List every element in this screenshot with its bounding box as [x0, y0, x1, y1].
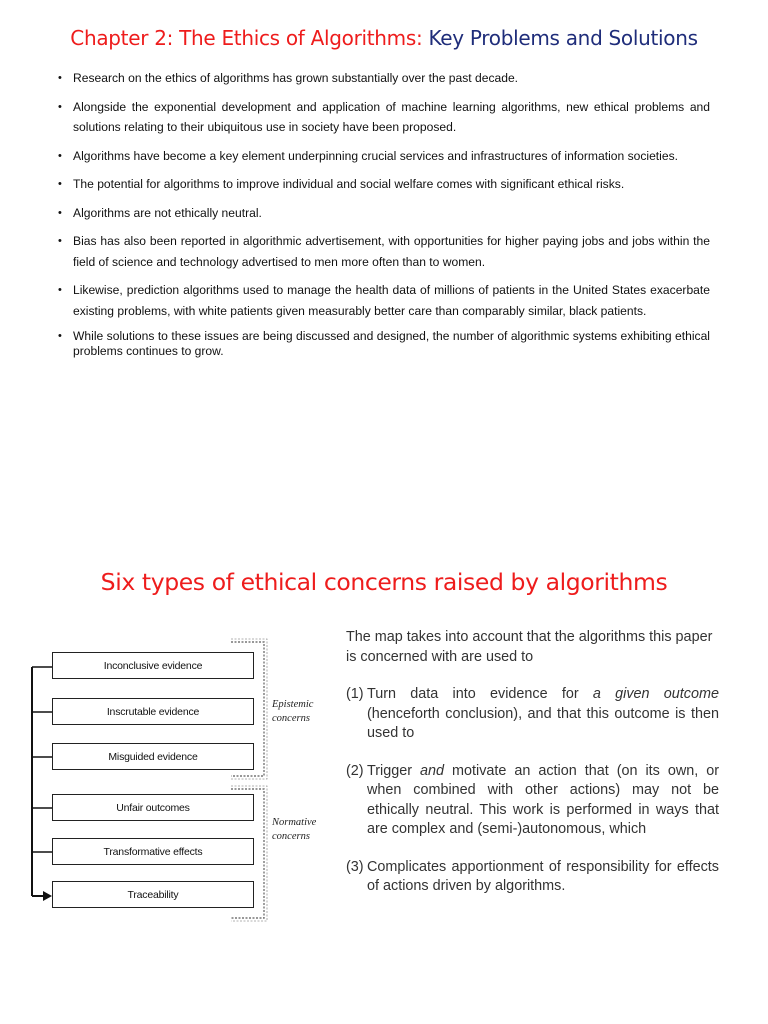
bullet-item: • Alongside the exponential development and application of machine learning algorithms, new ethical problems and solutions relating to their ubiquitous use in society have been proposed. — [58, 97, 710, 138]
numbered-item-2 — [346, 762, 719, 840]
item-text — [367, 685, 719, 744]
chapter-title — [0, 26, 768, 50]
epistemic-label-line1: Epistemic — [272, 699, 314, 710]
normative-label-line1: Normative — [272, 817, 317, 828]
numbered-item-1 — [346, 685, 719, 744]
item-text-post: motivate an action that (on its own, or when combined with other actions) may not be ethically neutral. This work is performed in ways that are complex and (semi-)autonomous, which — [367, 762, 720, 837]
bullet-list — [58, 68, 710, 367]
box-transformative-effects: Transformative effects — [52, 838, 254, 865]
box-unfair-outcomes: Unfair outcomes — [52, 794, 254, 821]
bullet-item: • The potential for algorithms to improve individual and social welfare comes with significant ethical risks. — [58, 174, 710, 195]
item-text-pre: Turn data into evidence for — [367, 686, 593, 702]
item-text — [367, 762, 719, 840]
box-inconclusive-evidence: Inconclusive evidence — [52, 652, 254, 679]
explanation-text — [346, 628, 719, 915]
bullet-item: • Likewise, prediction algorithms used to manage the health data of millions of patients in the United States exacerbate existing problems, with white patients given measurably better care than comparably similar, black patients. — [58, 280, 710, 321]
epistemic-label-line2: concerns — [272, 713, 310, 724]
bullet-item: • Algorithms are not ethically neutral. — [58, 203, 710, 224]
item-number: (2) — [346, 762, 364, 779]
box-misguided-evidence: Misguided evidence — [52, 743, 254, 770]
item-number: (3) — [346, 858, 364, 875]
numbered-item-3 — [346, 858, 719, 897]
item-text-post: (henceforth conclusion), and that this outcome is then used to — [367, 705, 719, 741]
bullet-item: • Research on the ethics of algorithms has grown substantially over the past decade. — [58, 68, 710, 89]
bullet-item: • Bias has also been reported in algorithmic advertisement, with opportunities for higher paying jobs and jobs within the field of science and technology advertised to men more often than to women. — [58, 231, 710, 272]
chapter-title-part1: Chapter 2: The Ethics of Algorithms: — [70, 26, 429, 50]
concerns-diagram — [26, 634, 326, 924]
item-text-emphasis: a given outcome — [592, 686, 719, 702]
epistemic-concerns-label — [272, 698, 313, 726]
normative-concerns-label — [272, 816, 316, 844]
intro-paragraph: The map takes into account that the algorithms this paper is concerned with are used to — [346, 629, 713, 665]
box-inscrutable-evidence: Inscrutable evidence — [52, 698, 254, 725]
bullet-item: • While solutions to these issues are being discussed and designed, the number of algorithmic systems exhibiting ethical problems continues to grow. — [58, 329, 710, 359]
arrowhead-icon — [43, 891, 52, 901]
bullet-item: • Algorithms have become a key element underpinning crucial services and infrastructures of information societies. — [58, 146, 710, 167]
section-title: Six types of ethical concerns raised by algorithms — [100, 568, 668, 596]
item-text-pre: Trigger — [367, 762, 421, 779]
item-number: (1) — [346, 686, 364, 702]
normative-label-line2: concerns — [272, 831, 310, 842]
item-text-emphasis: and — [420, 762, 445, 779]
item-text: Complicates apportionment of responsibility for effects of actions driven by algorithms. — [367, 858, 719, 894]
box-traceability: Traceability — [52, 881, 254, 908]
chapter-title-part2: Key Problems and Solutions — [428, 26, 698, 50]
